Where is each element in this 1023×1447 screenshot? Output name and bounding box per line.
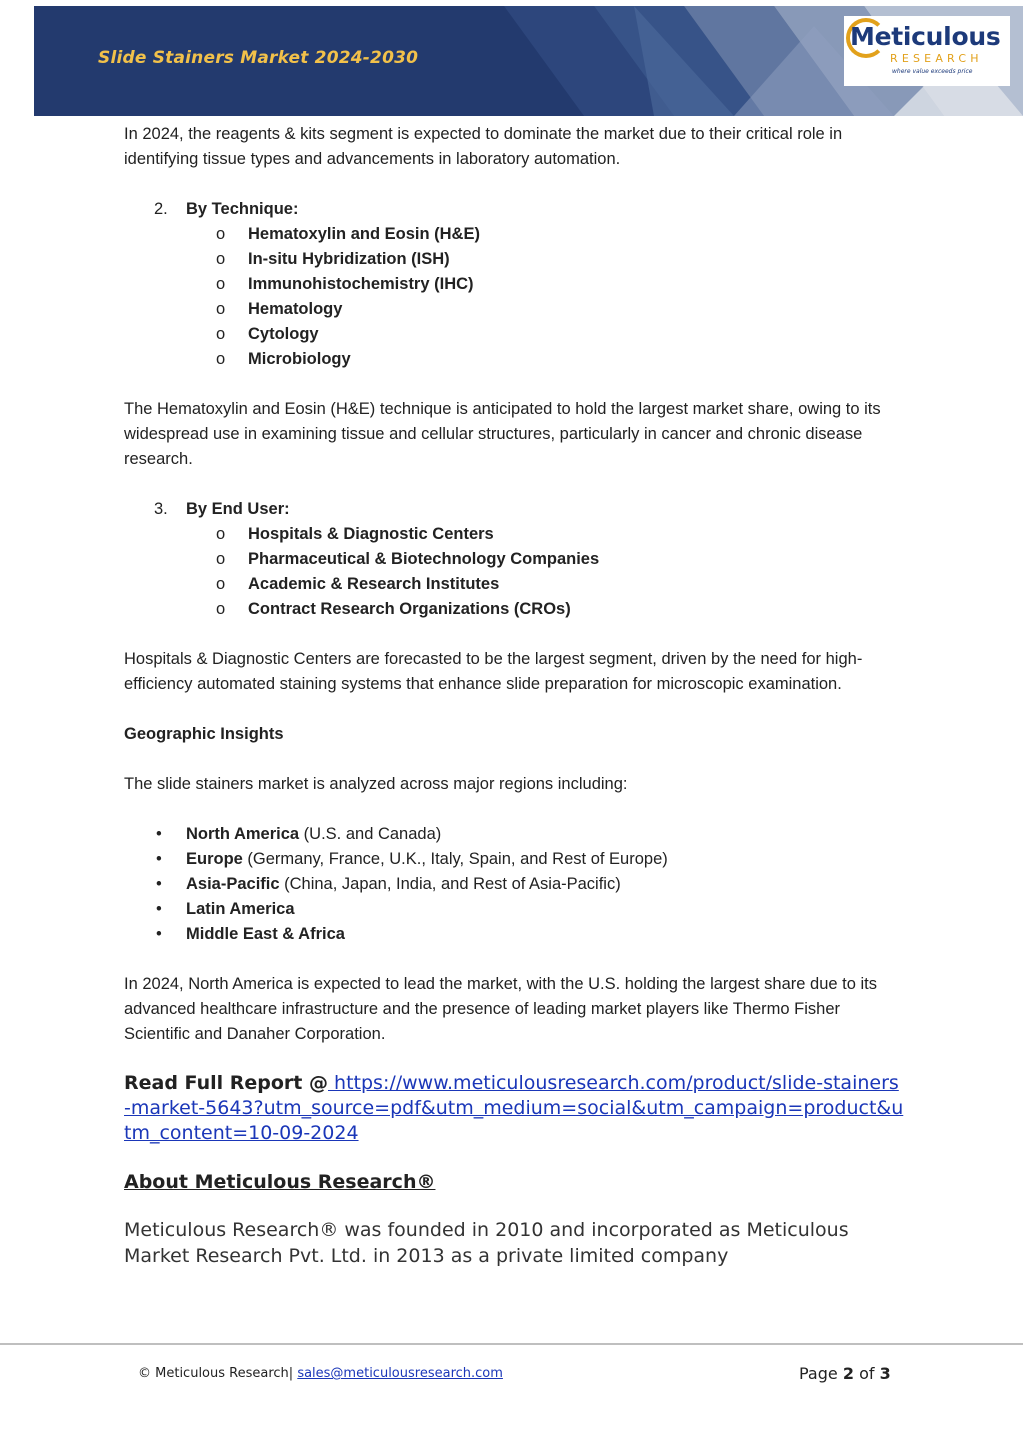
technique-summary: The Hematoxylin and Eosin (H&E) technique is anticipated to hold the largest market share, owing to its widespread use in examining tissue and cellular structures, particularly in cancer and chronic disease research. — [124, 400, 881, 468]
list-item: o Contract Research Organizations (CROs) — [124, 597, 904, 622]
region-detail: (Germany, France, U.K., Italy, Spain, and Rest of Europe) — [242, 850, 668, 868]
footer-contact — [138, 1366, 503, 1381]
geo-intro: The slide stainers market is analyzed across major regions including: — [124, 775, 628, 793]
list-item: o Microbiology — [124, 347, 904, 372]
list-item: o Hematology — [124, 297, 904, 322]
page-word: Page — [799, 1364, 838, 1383]
region-detail: (China, Japan, India, and Rest of Asia-Pacific) — [279, 875, 621, 893]
page-number — [799, 1364, 891, 1383]
list-item: o Hospitals & Diagnostic Centers — [124, 522, 904, 547]
report-link[interactable]: https://www.meticulousresearch.com/product/slide-stainers-market-5643?utm_source=pdf&utm_medium=social&utm_campaign=product&utm_content=10-09-2024 — [124, 1072, 904, 1144]
technique-number: 2. — [154, 200, 168, 218]
end-user-number: 3. — [154, 500, 168, 518]
list-item: o Cytology — [124, 322, 904, 347]
list-item — [124, 847, 904, 872]
list-item: o Pharmaceutical & Biotechnology Companies — [124, 547, 904, 572]
list-item — [124, 897, 904, 922]
end-user-heading-text: By End User: — [186, 500, 290, 518]
list-item: o Immunohistochemistry (IHC) — [124, 272, 904, 297]
technique-heading — [124, 197, 904, 222]
region-detail: (U.S. and Canada) — [299, 825, 442, 843]
region-name: North America — [186, 825, 300, 843]
geo-summary: In 2024, North America is expected to lead the market, with the U.S. holding the largest share due to its advanced healthcare infrastructure and the presence of leading market players like Thermo Fisher Scientific and Danaher Corporation. — [124, 975, 877, 1043]
region-name: Middle East & Africa — [186, 925, 345, 943]
end-user-list — [124, 522, 904, 622]
end-user-heading — [124, 497, 904, 522]
page-of: of — [859, 1364, 875, 1383]
list-item — [124, 822, 904, 847]
read-report — [124, 1071, 904, 1146]
end-user-summary: Hospitals & Diagnostic Centers are forecasted to be the largest segment, driven by the need for high-efficiency automated staining systems that enhance slide preparation for microscopic examination. — [124, 650, 863, 693]
document-body — [124, 122, 904, 1269]
list-item: o Hematoxylin and Eosin (H&E) — [124, 222, 904, 247]
intro-paragraph: In 2024, the reagents & kits segment is expected to dominate the market due to their critical role in identifying tissue types and advancements in laboratory automation. — [124, 125, 843, 168]
footer-divider — [0, 1343, 1023, 1345]
footer-email-link[interactable]: sales@meticulousresearch.com — [297, 1366, 503, 1381]
read-report-label: Read Full Report @ — [124, 1072, 328, 1094]
page-header — [34, 6, 1023, 116]
about-text: Meticulous Research® was founded in 2010 and incorporated as Meticulous Market Research Pvt. Ltd. in 2013 as a private limited company — [124, 1219, 849, 1267]
region-name: Asia-Pacific — [186, 875, 280, 893]
logo-sub: RESEARCH — [890, 52, 983, 65]
header-title: Slide Stainers Market 2024-2030 — [98, 48, 419, 68]
logo-tagline: where value exceeds price — [892, 68, 973, 75]
region-name: Europe — [186, 850, 243, 868]
geo-heading: Geographic Insights — [124, 725, 284, 743]
region-name: Latin America — [186, 900, 295, 918]
page-current: 2 — [842, 1364, 854, 1383]
list-item: o In-situ Hybridization (ISH) — [124, 247, 904, 272]
list-item — [124, 872, 904, 897]
list-item: o Academic & Research Institutes — [124, 572, 904, 597]
page-total: 3 — [879, 1364, 891, 1383]
region-list — [124, 822, 904, 947]
technique-heading-text: By Technique: — [186, 200, 299, 218]
technique-list — [124, 222, 904, 372]
logo-name: Meticulous — [850, 22, 1001, 51]
about-heading: About Meticulous Research® — [124, 1171, 436, 1193]
company-logo — [844, 16, 1010, 86]
list-item — [124, 922, 904, 947]
footer-copyright: © Meticulous Research| — [138, 1366, 294, 1381]
